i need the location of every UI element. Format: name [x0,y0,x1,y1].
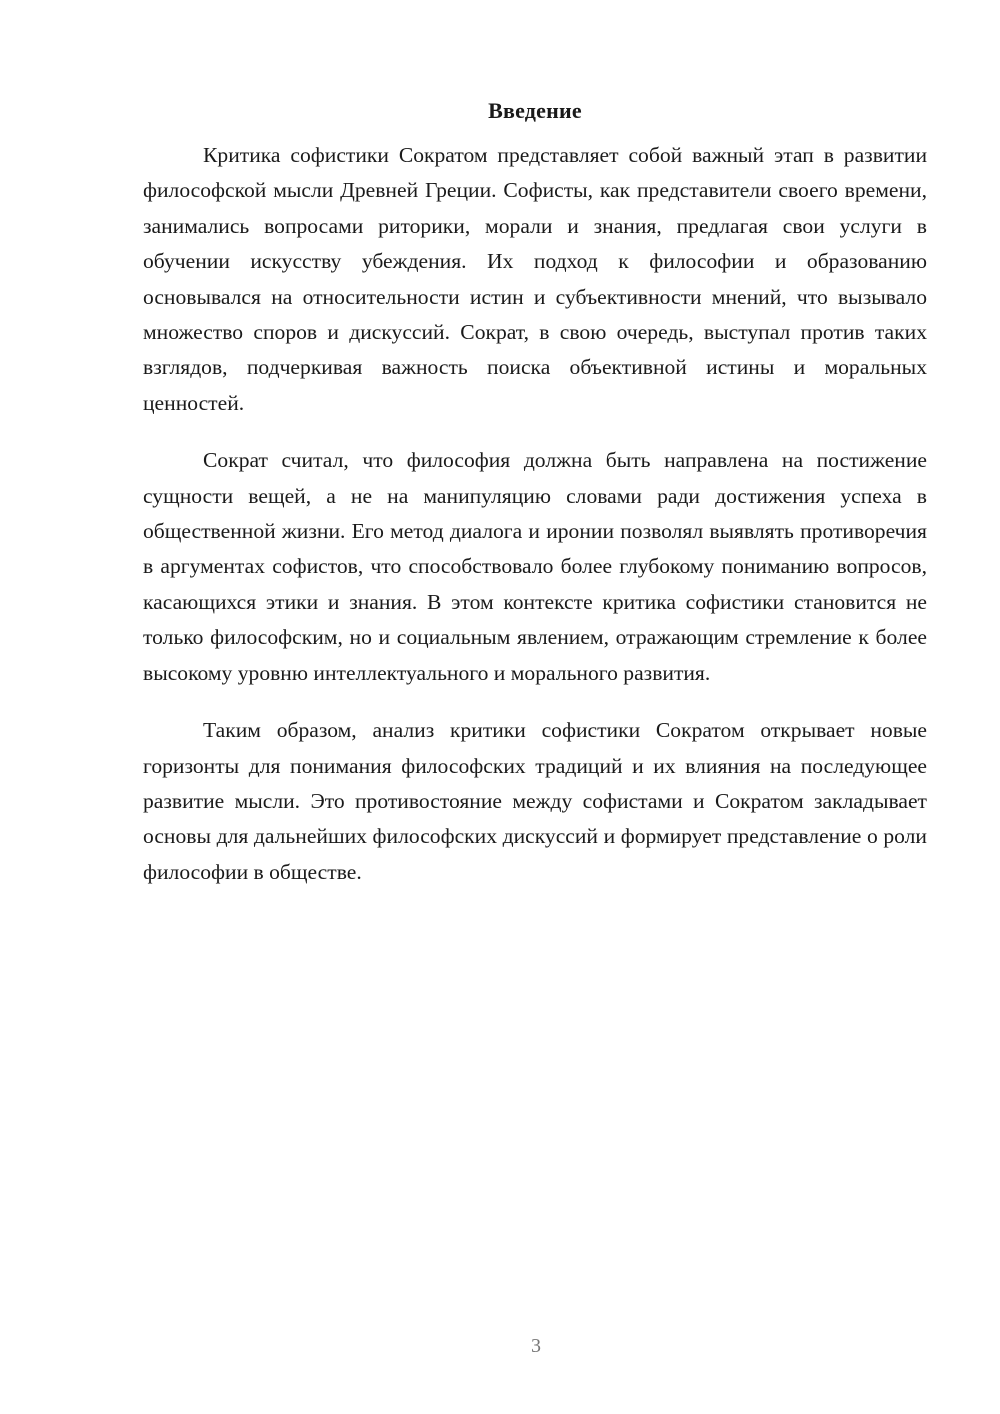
paragraph-1: Критика софистики Сократом представляет собой важный этап в развитии философской мысли Древней Греции. Софисты, как представители своего времени, занимались вопросами риторики, морали и знания, предлагая свои услуги в обучении искусству убеждения. Их подход к философии и образованию основывался на относительности истин и субъективности мнений, что вызывало множество споров и дискуссий. Сократ, в свою очередь, выступал против таких взглядов, подчеркивая важность поиска объективной истины и моральных ценностей. [143,143,927,415]
paragraph-2: Сократ считал, что философия должна быть направлена на постижение сущности вещей, а не на манипуляцию словами ради достижения успеха в общественной жизни. Его метод диалога и иронии позволял выявлять противоречия в аргументах софистов, что способствовало более глубокому пониманию вопросов, касающихся этики и знания. В этом контексте критика софистики становится не только философским, но и социальным явлением, отражающим стремление к более высокому уровню интеллектуального и морального развития. [143,448,927,685]
section-heading: Введение [488,98,582,123]
paragraph-3: Таким образом, анализ критики софистики Сократом открывает новые горизонты для понимания философских традиций и их влияния на последующее развитие мысли. Это противостояние между софистами и Сократом закладывает основы для дальнейших философских дискуссий и формирует представление о роли философии в обществе. [143,718,927,884]
page-content [143,96,927,912]
page-number: 3 [531,1335,541,1357]
